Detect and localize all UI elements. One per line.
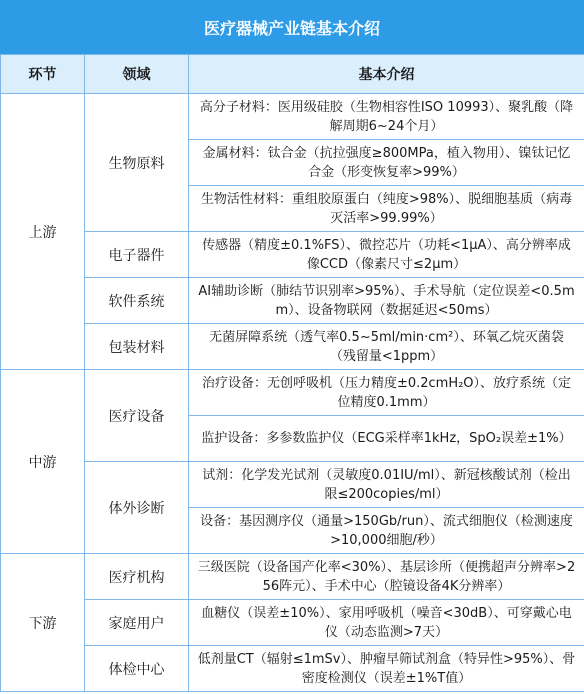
header-field: 领域 [85,55,189,94]
table-title: 医疗器械产业链基本介绍 [0,0,584,54]
table-row [1,278,584,324]
description-cell: 治疗设备：无创呼吸机（压力精度±0.2cmH₂O）、放疗系统（定位精度0.1mm） [189,370,584,416]
field-packaging: 包装材料 [85,324,189,370]
description-cell: 高分子材料：医用级硅胶（生物相容性ISO 10993）、聚乳酸（降解周期6~24个月） [189,94,584,140]
table-row [1,600,584,646]
segment-midstream: 中游 [1,370,85,554]
segment-upstream: 上游 [1,94,85,370]
table-row [1,462,584,508]
description-cell: 传感器（精度±0.1%FS）、微控芯片（功耗<1μA）、高分辨率成像CCD（像素尺寸≤2μm） [189,232,584,278]
table-row [1,324,584,370]
description-cell: 监护设备：多参数监护仪（ECG采样率1kHz，SpO₂误差±1%） [189,416,584,462]
header-segment: 环节 [1,55,85,94]
table-row [1,232,584,278]
segment-downstream: 下游 [1,554,85,692]
description-cell: 低剂量CT（辐射≤1mSv）、肿瘤早筛试剂盒（特异性>95%）、骨密度检测仪（误差±1%T值） [189,646,584,692]
field-ivd: 体外诊断 [85,462,189,554]
field-checkup-center: 体检中心 [85,646,189,692]
description-cell: 无菌屏障系统（透气率0.5~5ml/min·cm²）、环氧乙烷灭菌袋（残留量<1ppm） [189,324,584,370]
table-row [1,554,584,600]
field-bio-materials: 生物原料 [85,94,189,232]
table-row [1,370,584,416]
description-cell: 设备：基因测序仪（通量>150Gb/run）、流式细胞仪（检测速度>10,000细胞/秒） [189,508,584,554]
table-row [1,94,584,140]
description-cell: 血糖仪（误差±10%）、家用呼吸机（噪音<30dB）、可穿戴心电仪（动态监测>7天） [189,600,584,646]
description-cell: 金属材料：钛合金（抗拉强度≥800MPa，植入物用）、镍钛记忆合金（形变恢复率>99%） [189,140,584,186]
field-medical-equipment: 医疗设备 [85,370,189,462]
field-electronic: 电子器件 [85,232,189,278]
header-row [1,55,584,94]
description-cell: 三级医院（设备国产化率<30%）、基层诊所（便携超声分辨率>256阵元）、手术中心（腔镜设备4K分辨率） [189,554,584,600]
description-cell: 生物活性材料：重组胶原蛋白（纯度>98%）、脱细胞基质（病毒灭活率>99.99%） [189,186,584,232]
description-cell: AI辅助诊断（肺结节识别率>95%）、手术导航（定位误差<0.5mm）、设备物联网（数据延迟<50ms） [189,278,584,324]
header-description: 基本介绍 [189,55,584,94]
field-software: 软件系统 [85,278,189,324]
table-row [1,646,584,692]
field-institutions: 医疗机构 [85,554,189,600]
supply-chain-table [0,54,584,692]
field-home-users: 家庭用户 [85,600,189,646]
description-cell: 试剂：化学发光试剂（灵敏度0.01IU/ml）、新冠核酸试剂（检出限≤200copies/ml） [189,462,584,508]
